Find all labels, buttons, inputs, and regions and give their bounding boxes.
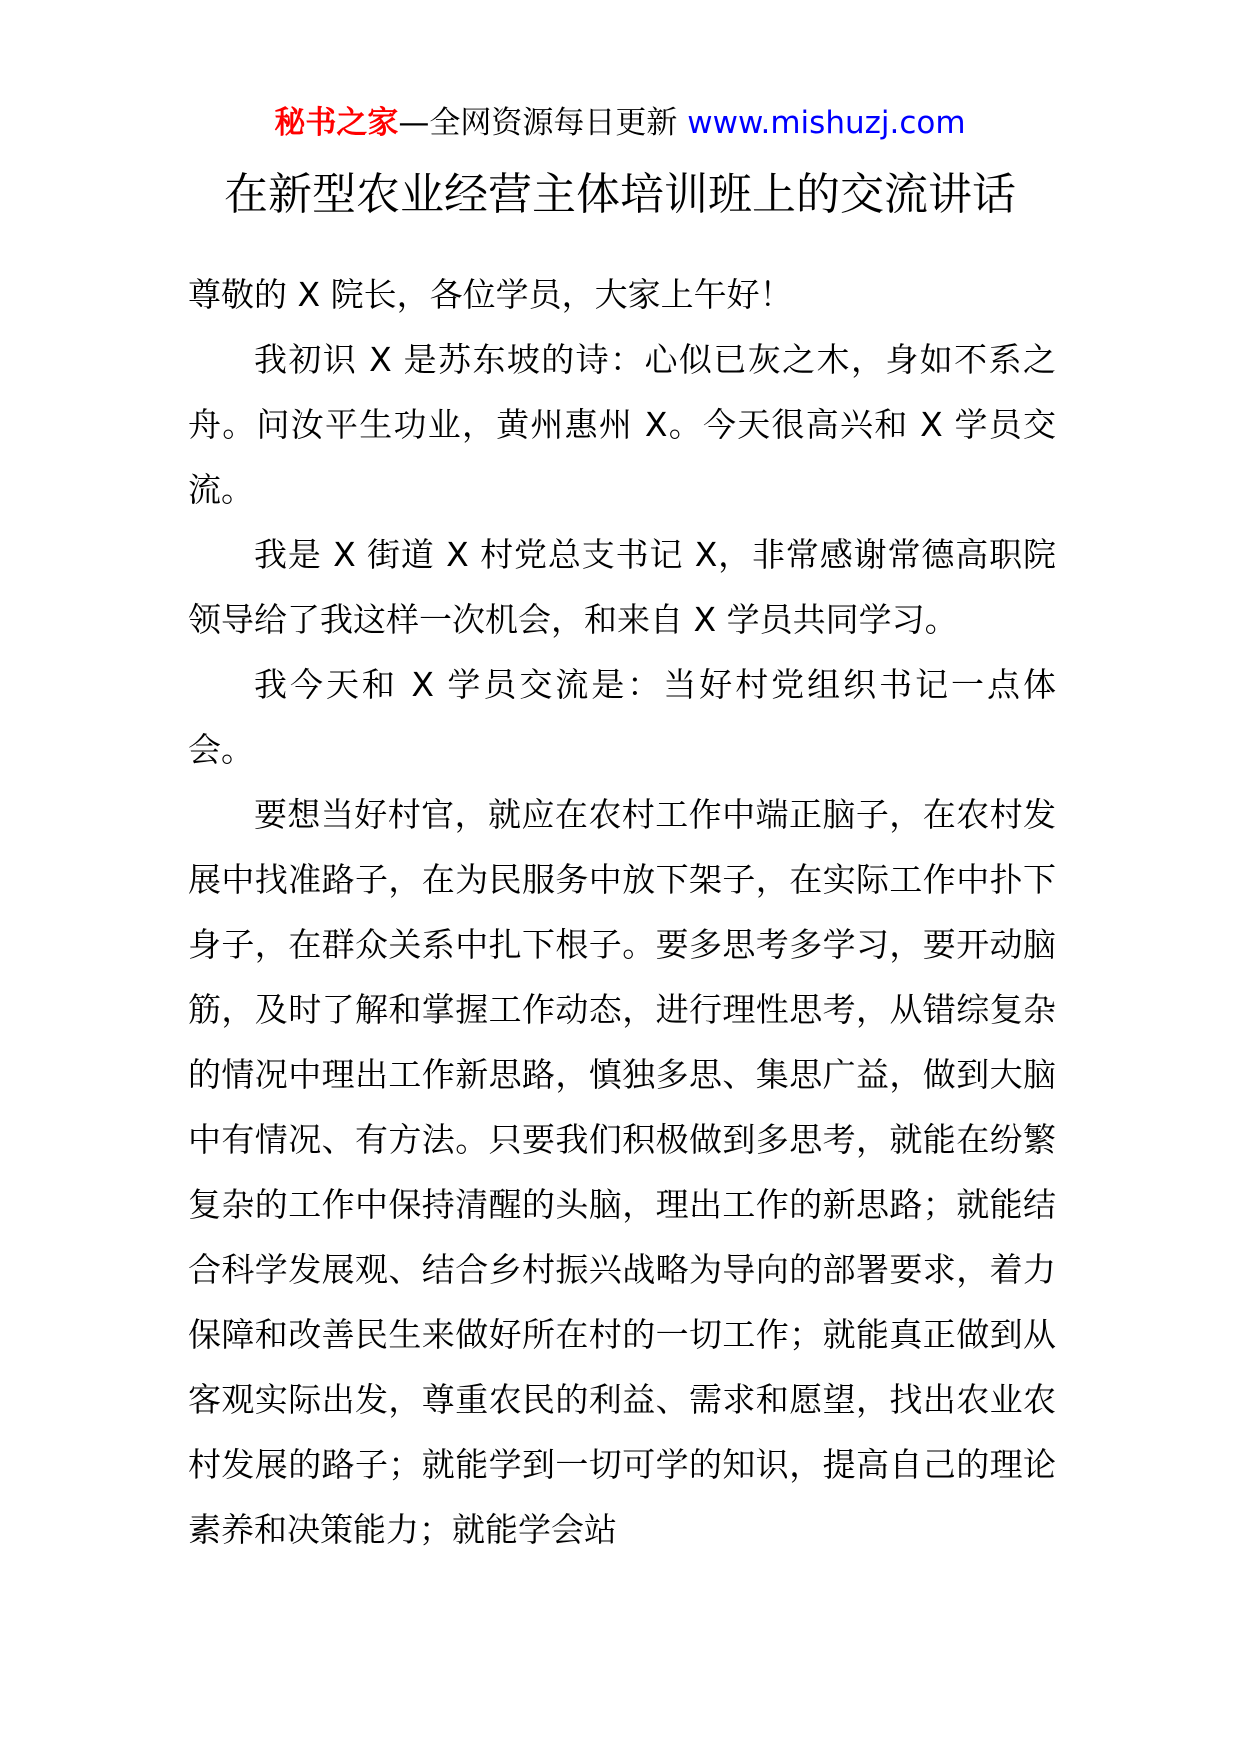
brand-name: 秘书之家 xyxy=(274,105,399,141)
paragraph-4: 要想当好村官，就应在农村工作中端正脑子，在农村发展中找准路子，在为民服务中放下架子，在实际工作中扑下身子，在群众关系中扎下根子。要多思考多学习，要开动脑筋，及时了解和掌握工作动态，进行理性思考，从错综复杂的情况中理出工作新思路，慎独多思、集思广益，做到大脑中有情况、有方法。只要我们积极做到多思考，就能在纷繁复杂的工作中保持清醒的头脑，理出工作的新思路；就能结合科学发展观、结合乡村振兴战略为导向的部署要求，着力保障和改善民生来做好所在村的一切工作；就能真正做到从客观实际出发，尊重农民的利益、需求和愿望，找出农业农村发展的路子；就能学到一切可学的知识，提高自己的理论素养和决策能力；就能学会站 xyxy=(188,795,1056,1549)
paragraph-2: 我是 X 街道 X 村党总支书记 X，非常感谢常德高职院领导给了我这样一次机会，和来自 X 学员共同学习。 xyxy=(188,535,1056,639)
salutation: 尊敬的 X 院长，各位学员，大家上午好！ xyxy=(188,275,793,314)
document-title: 在新型农业经营主体培训班上的交流讲话 xyxy=(224,169,1016,220)
paragraph-1: 我初识 X 是苏东坡的诗：心似已灰之木，身如不系之舟。问汝平生功业，黄州惠州 X。今天很高兴和 X 学员交流。 xyxy=(188,340,1056,509)
site-url-link[interactable]: www.mishuzj.com xyxy=(687,105,966,141)
document-body xyxy=(188,262,1056,1562)
header-tagline: —全网资源每日更新 xyxy=(398,105,678,141)
site-header xyxy=(0,102,1240,144)
paragraph-3: 我今天和 X 学员交流是：当好村党组织书记一点体会。 xyxy=(188,665,1056,769)
